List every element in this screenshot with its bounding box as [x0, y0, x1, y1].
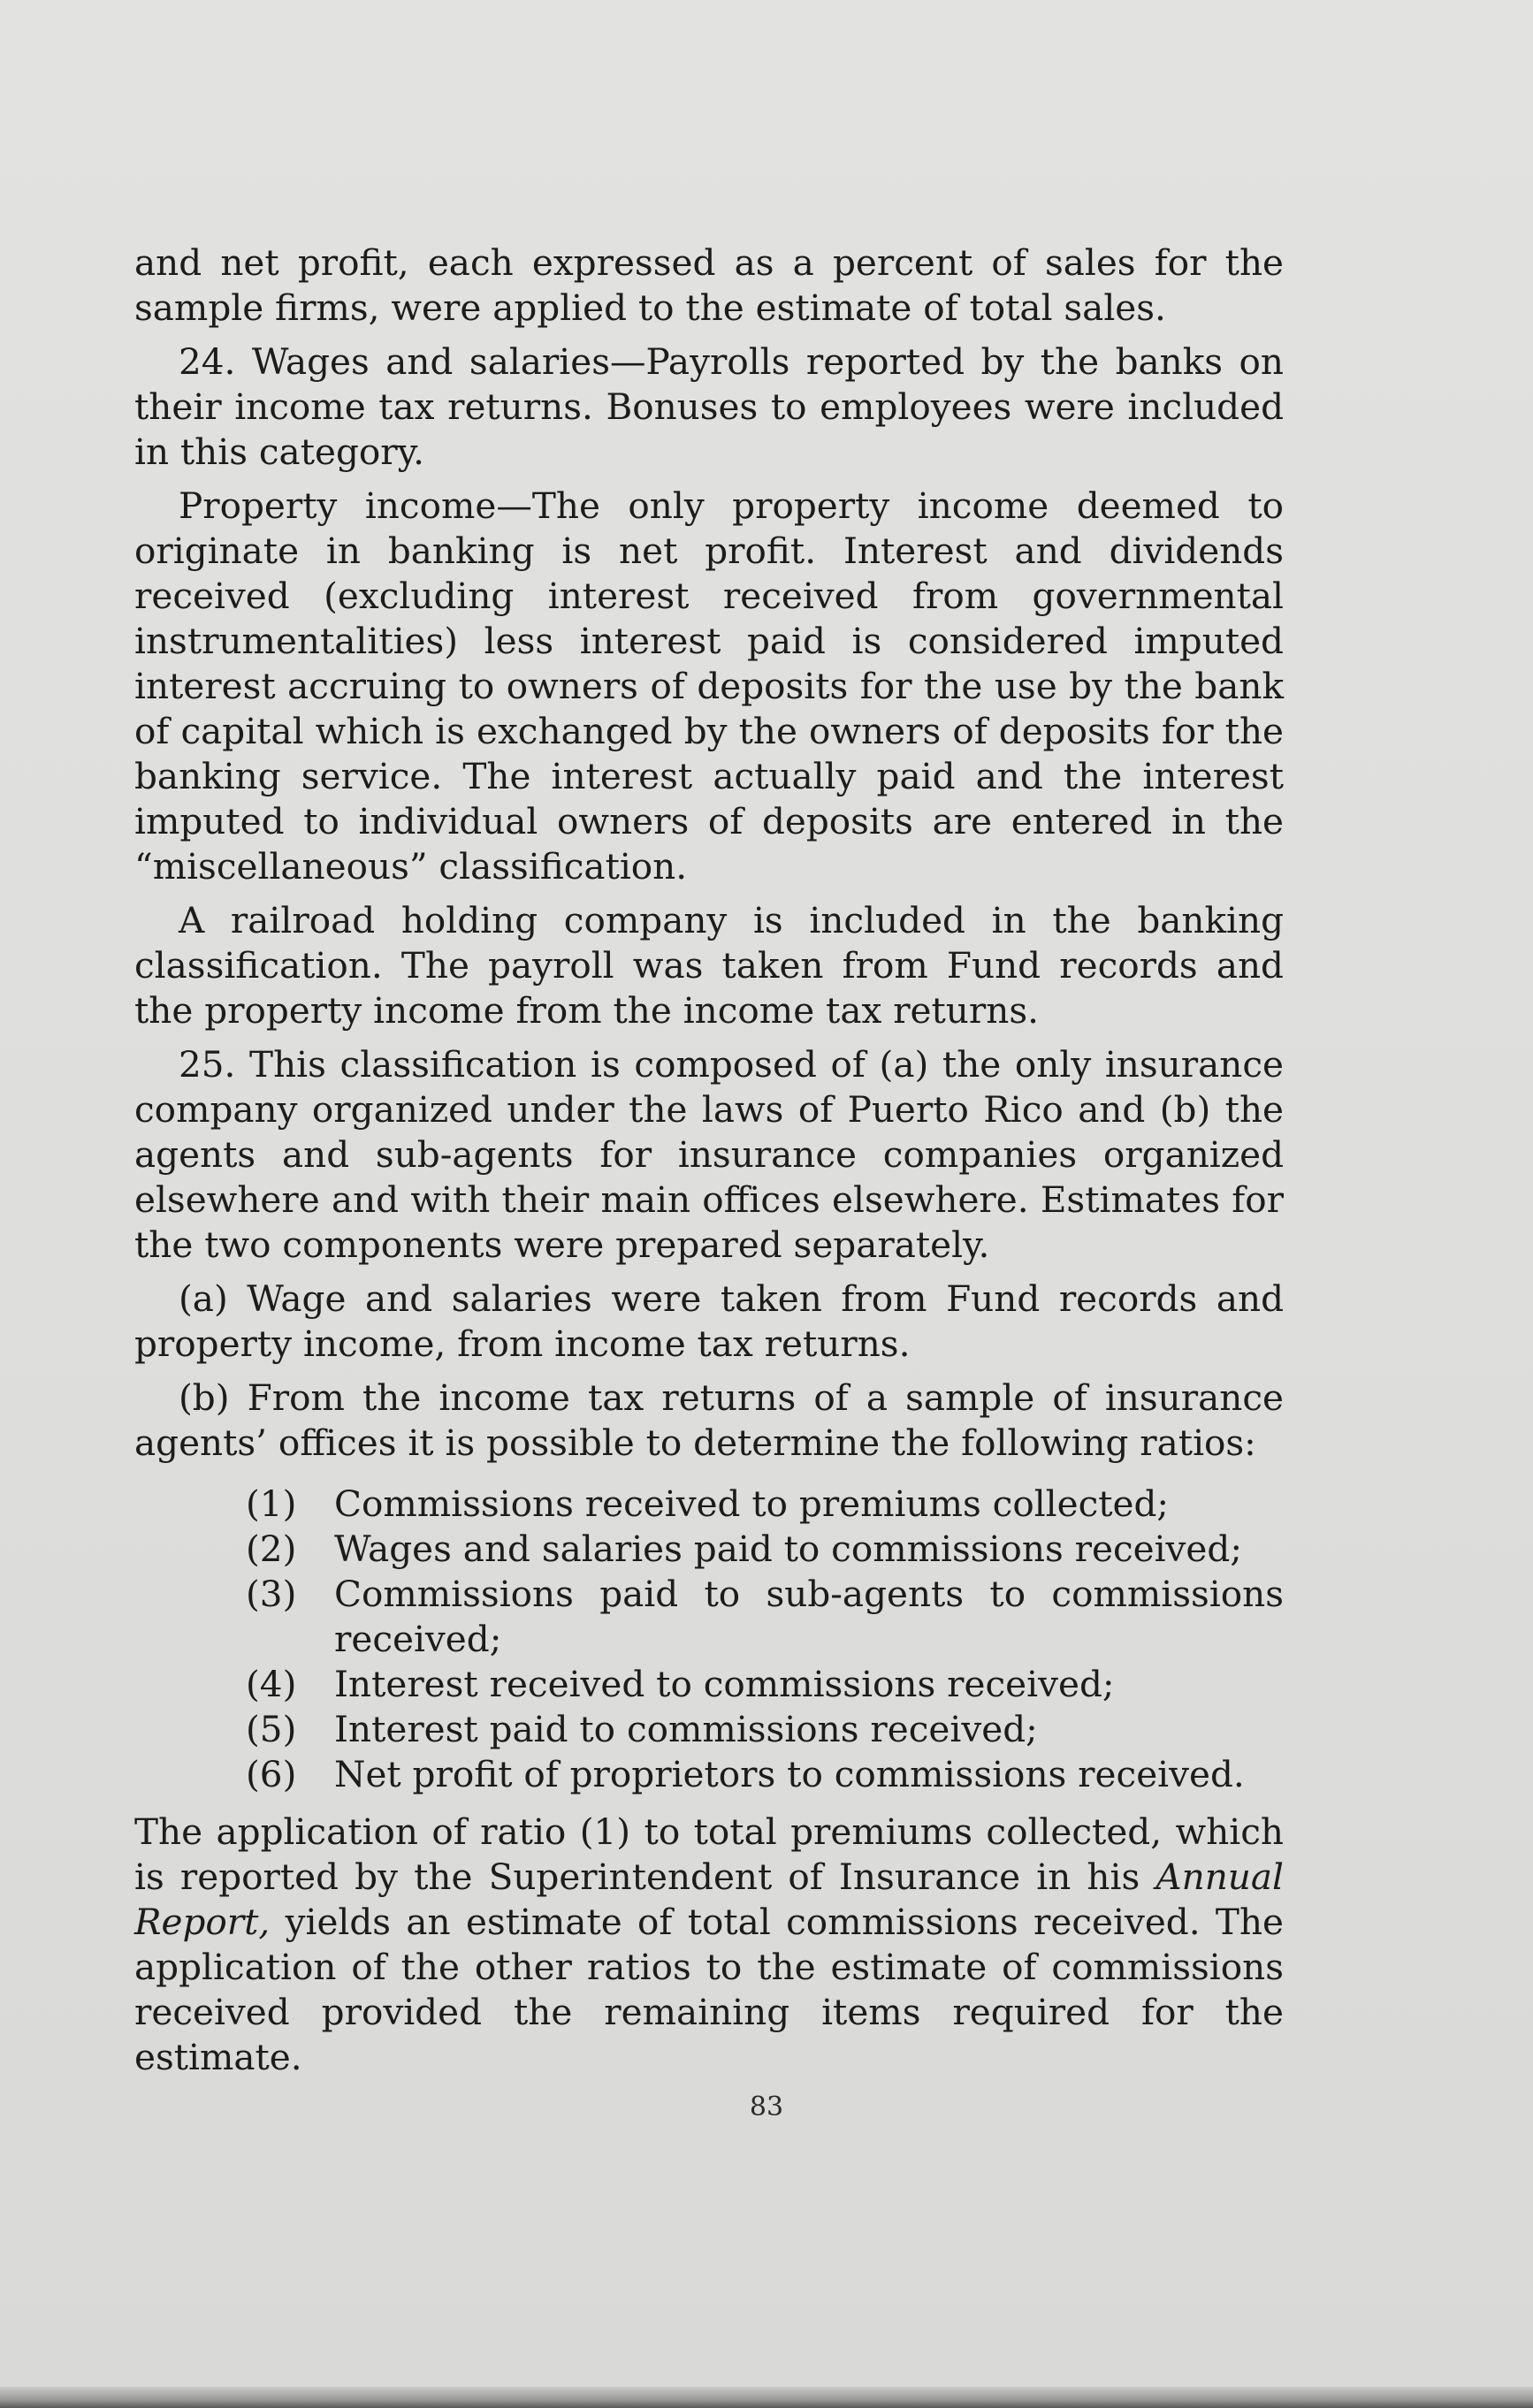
body-text [134, 240, 1284, 2080]
list-item-number: (4) [246, 1663, 297, 1705]
list-item [134, 1482, 1284, 1527]
paragraph-24-wages: 24. Wages and salaries—Payrolls reported by the banks on their income tax returns. Bonuses to employees were included in this category. [134, 340, 1284, 473]
list-item-text: Commissions paid to sub-agents to commissions received; [334, 1573, 1284, 1660]
closing-text-part2: yields an estimate of total commissions received. The application of the other ratios to the estimate of commissions received provided the remaining items required for the estimate. [134, 1901, 1284, 2078]
list-item-text: Wages and salaries paid to commissions received; [334, 1528, 1242, 1570]
paragraph-railroad-holding: A railroad holding company is included in the banking classification. The payroll was taken from Fund records and the property income from the income tax returns. [134, 899, 1284, 1032]
list-item-number: (3) [246, 1573, 297, 1615]
page-bottom-edge [0, 2387, 1533, 2408]
list-item [134, 1707, 1284, 1752]
list-item-number: (6) [246, 1753, 297, 1795]
list-item [134, 1527, 1284, 1572]
annual-report-title: Annual Report, [134, 1856, 1284, 1943]
paragraph-25-insurance: 25. This classification is composed of (a) the only insurance company organized under the laws of Puerto Rico and (b) the agents and sub-agents for insurance companies organized elsewhere and with their main offices elsewhere. Estimates for the two components were prepared separately. [134, 1043, 1284, 1266]
page-number: 83 [749, 2092, 784, 2122]
list-item-number: (1) [246, 1482, 297, 1525]
closing-text-part1: The application of ratio (1) to total premiums collected, which is reported by the Superintendent of Insurance in his [134, 1810, 1284, 1898]
paragraph-continuation: and net profit, each expressed as a percent of sales for the sample firms, were applied to the estimate of total sales. [134, 241, 1284, 329]
list-item-text: Interest received to commissions received; [334, 1663, 1115, 1705]
list-item [134, 1662, 1284, 1707]
paragraph-a-wages: (a) Wage and salaries were taken from Fund records and property income, from income tax returns. [134, 1277, 1284, 1365]
paragraph-property-income: Property income—The only property income deemed to originate in banking is net profit. Interest and dividends received (excluding interest received from governmental instrumentalities) less interest paid is considered imputed interest accruing to owners of deposits for the use by the bank of capital which is exchanged by the owners of deposits for the banking service. The interest actually paid and the interest imputed to individual owners of deposits are entered in the “miscellaneous” classification. [134, 484, 1284, 888]
list-item-text: Commissions received to premiums collected; [334, 1482, 1170, 1525]
list-item-number: (5) [246, 1708, 297, 1750]
list-item-number: (2) [246, 1528, 297, 1570]
list-item-text: Interest paid to commissions received; [334, 1708, 1038, 1750]
list-item [134, 1572, 1284, 1662]
list-item [134, 1752, 1284, 1797]
paragraph-closing [134, 1810, 1284, 2080]
ratio-list [134, 1482, 1284, 1797]
list-item-text: Net profit of proprietors to commissions received. [334, 1753, 1245, 1795]
paragraph-b-ratios: (b) From the income tax returns of a sample of insurance agents’ offices it is possible to determine the following ratios: [134, 1376, 1284, 1464]
